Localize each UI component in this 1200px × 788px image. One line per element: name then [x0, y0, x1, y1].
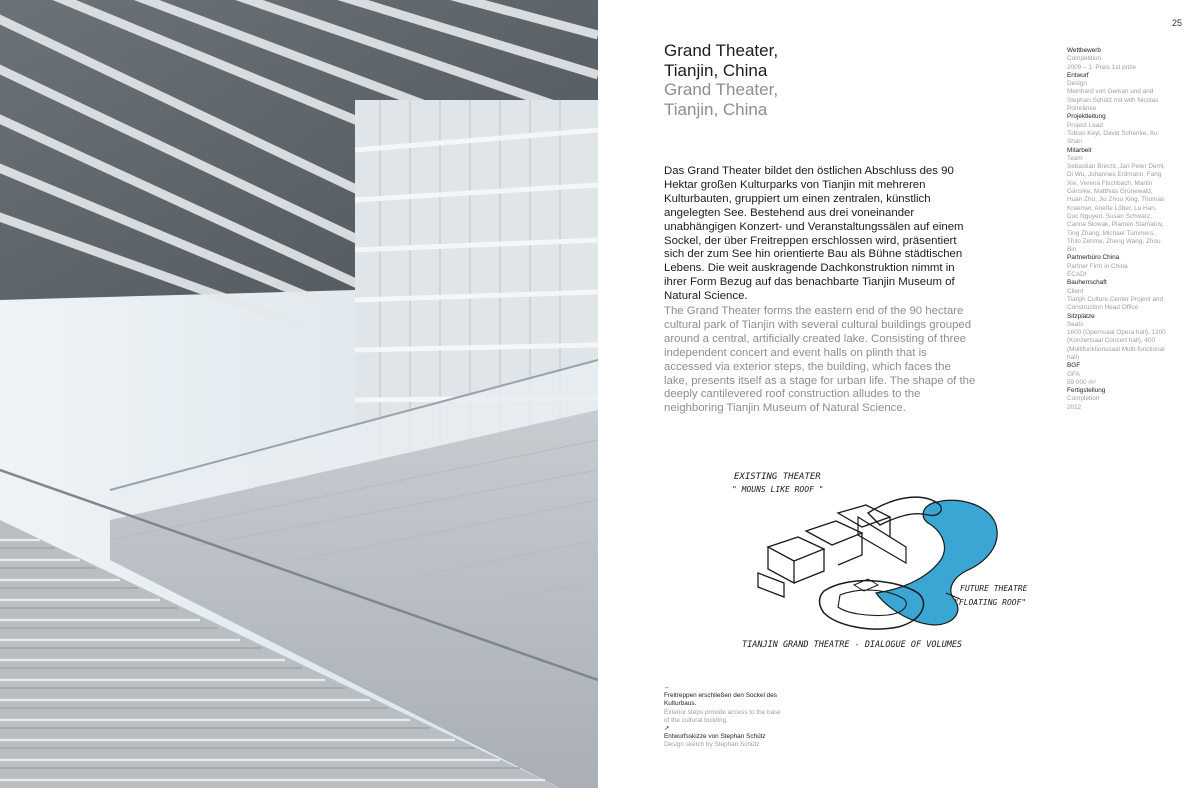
body-text-german: Das Grand Theater bildet den östlichen Abschluss des 90 Hektar großen Kulturparks von Tianjin mit mehreren Kulturbauten, gruppiert um einen zentralen, künstlich angelegten See. Bestehend aus drei voneinander unabhängigen Konzert- und Veranstaltungssälen auf einem Sockel, der über Freitreppen erschlossen wird, präsentiert sich der zum See hin orientierte Bau als Bühne städtischen Lebens. Die weit auskragende Dachkonstruktion nimmt in ihrer Form Bezug auf das benachbarte Tianjin Museum of Natural Science. [664, 165, 964, 303]
credit-label: Fertigstellung [1067, 387, 1106, 395]
credit-label-en: Project Lead [1067, 121, 1103, 129]
credit-competition [1067, 47, 1167, 72]
project-credits [1067, 47, 1167, 412]
credit-value: ECADI [1067, 271, 1087, 279]
credit-value: 2012 [1067, 403, 1082, 411]
caption-arrow-up-right-icon: ↗ [664, 725, 670, 733]
credit-label: Bauherrschaft [1067, 279, 1107, 287]
credit-partner-firm [1067, 254, 1167, 279]
credit-label-en: Team [1067, 154, 1083, 162]
page-number: 25 [1171, 18, 1182, 28]
credit-team [1067, 147, 1167, 255]
architecture-photo [0, 0, 598, 788]
sketch-annotation-title: TIANJIN GRAND THEATRE - DIALOGUE OF VOLUMES [742, 640, 963, 650]
credit-label: Wettbewerb [1067, 47, 1101, 54]
credit-value: Tianjin Culture Center Project and Construction Head Office [1067, 295, 1164, 312]
sketch-annotation-existing: EXISTING THEATER [734, 472, 821, 482]
credit-label: Sitzplätze [1067, 312, 1095, 320]
credit-value: 1600 (Opernsaal Opera hall), 1200 (Konzertsaal Concert hall), 400 (Multifunktionssaal Multi-functional hall) [1067, 329, 1166, 361]
sketch-annotation-future: FUTURE THEATRE [960, 584, 1028, 593]
sketch-drawing [728, 465, 1048, 665]
design-sketch [728, 465, 1048, 665]
credit-label: Partnerbüro China [1067, 254, 1120, 262]
image-captions [664, 684, 784, 750]
credit-label: BGF [1067, 362, 1081, 370]
credit-value: 2009 – 1. Preis 1st prize [1067, 63, 1136, 71]
staircase-roof-illustration [0, 0, 598, 788]
caption-arrow-left-icon: ← [664, 684, 671, 691]
credit-value: Tobias Keyl, David Schenke, Xu Shan [1067, 129, 1158, 146]
credit-label-en: Client [1067, 287, 1084, 295]
caption-sketch-german: Entwurfsskizze von Stephan Schütz [664, 733, 766, 741]
caption-photo-german: Freitreppen erschließen den Sockel des Kulturbaus. [664, 692, 777, 708]
credit-value: Sebastian Brecht, Jan Peter Deml, Di Wu, Johannes Erdmann, Fang Xie, Verena Fischbach, Martin Gänsike, Matthias Grünewald, Huan Zhu, Jiu Zhou Xing, Thomas Kraemer, Anette Löber, Lu Han, Duc Nguyen, Susan Schwarz, Carina Slowak, Plamen Stamatov, Ting Zhang, Michael Tümmers, Thilo Zehme, Zheng Wang, Zhou Bin [1067, 163, 1166, 254]
caption-sketch-english: Design sketch by Stephan Schütz [664, 741, 760, 749]
credit-label-en: Competition [1067, 55, 1102, 63]
credit-value: 59 000 m² [1067, 378, 1096, 386]
body-text-english: The Grand Theater forms the eastern end of the 90 hectare cultural park of Tianjin with several cultural buildings grouped around a central, artificially created lake. Consisting of three independent concert and event halls on plinth that is accessed via exterior steps, the building, which faces the lake, presents itself as a stage for urban life. The shape of the deeply cantilevered roof construction alludes to the neighboring Tianjin Museum of Natural Science. [664, 305, 976, 415]
credit-completion [1067, 387, 1167, 412]
sketch-annotation-mound: " MOUNS LIKE ROOF " [732, 485, 824, 494]
credit-design [1067, 72, 1167, 113]
credit-label: Entwurf [1067, 71, 1089, 79]
credit-gfa [1067, 362, 1167, 387]
credit-label: Projektleitung [1067, 113, 1106, 121]
credit-client [1067, 279, 1167, 312]
credit-label-en: Design [1067, 80, 1087, 88]
caption-photo-english: Exterior steps provide access to the base of the cultural building. [664, 708, 781, 724]
sketch-annotation-floating: "FLOATING ROOF" [954, 598, 1027, 607]
credit-label-en: Seats [1067, 320, 1084, 328]
credit-label: Mitarbeit [1067, 146, 1092, 154]
credit-seats [1067, 313, 1167, 363]
credit-label-en: GFA [1067, 370, 1080, 378]
credit-value: Meinhard von Gerkan und and Stephan Schütz mit with Nicolas Pomränke [1067, 88, 1159, 113]
credit-label-en: Partner Firm in China [1067, 262, 1128, 270]
credit-project-lead [1067, 113, 1167, 146]
title-english: Grand Theater, Tianjin, China [664, 80, 779, 119]
credit-label-en: Completion [1067, 395, 1100, 403]
title-german: Grand Theater, Tianjin, China [664, 41, 779, 80]
